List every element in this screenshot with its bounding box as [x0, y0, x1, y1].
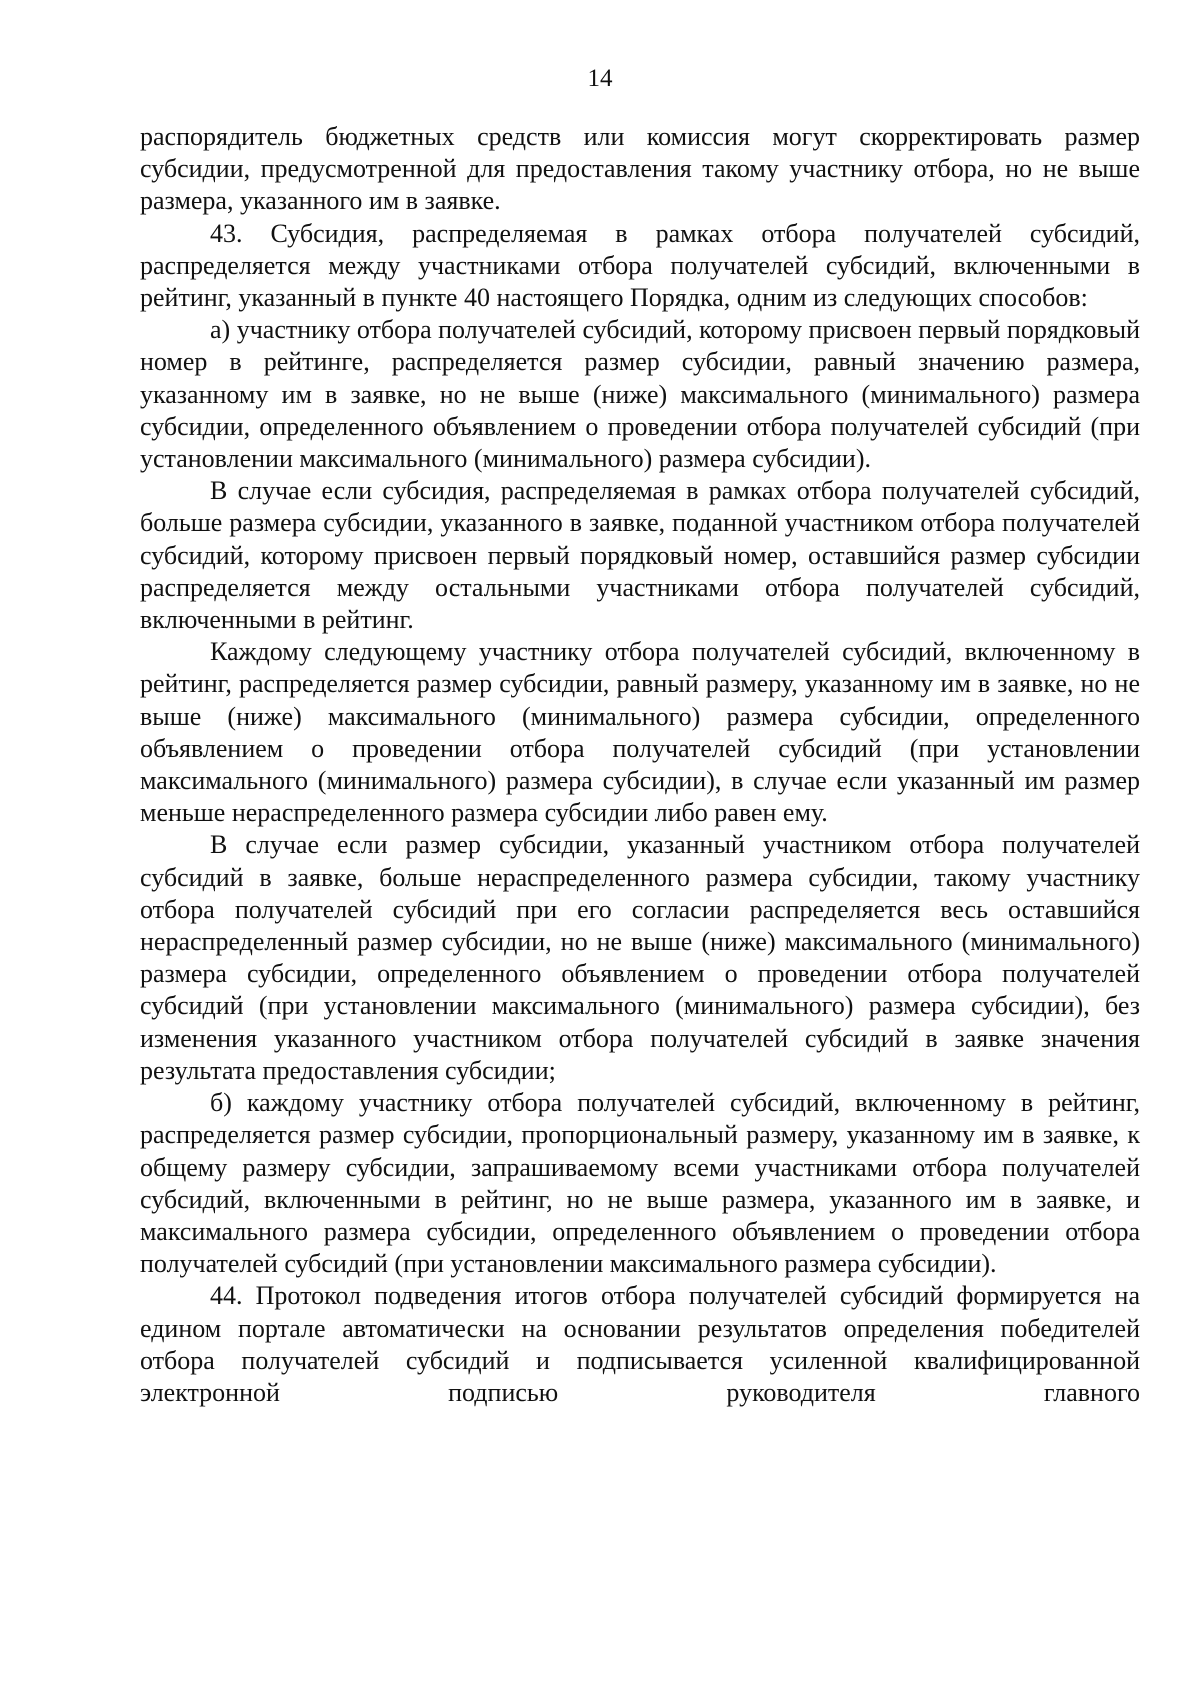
paragraph-subclause-a: а) участнику отбора получателей субсидий, которому присвоен первый порядковый номер в рейтинге, распределяется размер субсидии, равный значению размера, указанному им в заявке, но не выше (ниже) максимального (минимального) размера субсидии, определенного объявлением о проведении отбора получателей субсидий (при установлении максимального (минимального) размера субсидии).	[140, 315, 1140, 474]
paragraph-continuation: распорядитель бюджетных средств или комиссия могут скорректировать размер субсидии, предусмотренной для предоставления такому участнику отбора, но не выше размера, указанного им в заявке.	[140, 122, 1140, 216]
paragraph-subclause-b: б) каждому участнику отбора получателей субсидий, включенному в рейтинг, распределяется размер субсидии, пропорциональный размеру, указанному им в заявке, к общему размеру субсидии, запрашиваемому всеми участниками отбора получателей субсидий, включенными в рейтинг, но не выше размера, указанного им в заявке, и максимального размера субсидии, определенного объявлением о проведении отбора получателей субсидий (при установлении максимального размера субсидии).	[140, 1088, 1140, 1279]
paragraph-remaining-subsidy: В случае если субсидия, распределяемая в рамках отбора получателей субсидий, больше размера субсидии, указанного в заявке, поданной участником отбора получателей субсидий, которому присвоен первый порядковый номер, оставшийся размер субсидии распределяется между остальными участниками отбора получателей субсидий, включенными в рейтинг.	[140, 476, 1140, 635]
document-body	[140, 121, 1140, 1409]
page-number: 14	[587, 65, 613, 92]
paragraph-next-participant: Каждому следующему участнику отбора получателей субсидий, включенному в рейтинг, распределяется размер субсидии, равный размеру, указанному им в заявке, но не выше (ниже) максимального (минимального) размера субсидии, определенного объявлением о проведении отбора получателей субсидий (при установлении максимального (минимального) размера субсидии), в случае если указанный им размер меньше нераспределенного размера субсидии либо равен ему.	[140, 637, 1140, 828]
paragraph-clause-44: 44. Протокол подведения итогов отбора получателей субсидий формируется на едином портале автоматически на основании результатов определения победителей отбора получателей субсидий и подписывается усиленной квалифицированной электронной подписью руководителя главного	[140, 1281, 1140, 1407]
paragraph-larger-request: В случае если размер субсидии, указанный участником отбора получателей субсидий в заявке, больше нераспределенного размера субсидии, такому участнику отбора получателей субсидий при его согласии распределяется весь оставшийся нераспределенный размер субсидии, но не выше (ниже) максимального (минимального) размера субсидии, определенного объявлением о проведении отбора получателей субсидий (при установлении максимального (минимального) размера субсидии), без изменения указанного участником отбора получателей субсидий в заявке значения результата предоставления субсидии;	[140, 830, 1140, 1085]
paragraph-clause-43: 43. Субсидия, распределяемая в рамках отбора получателей субсидий, распределяется между участниками отбора получателей субсидий, включенными в рейтинг, указанный в пункте 40 настоящего Порядка, одним из следующих способов:	[140, 218, 1140, 313]
